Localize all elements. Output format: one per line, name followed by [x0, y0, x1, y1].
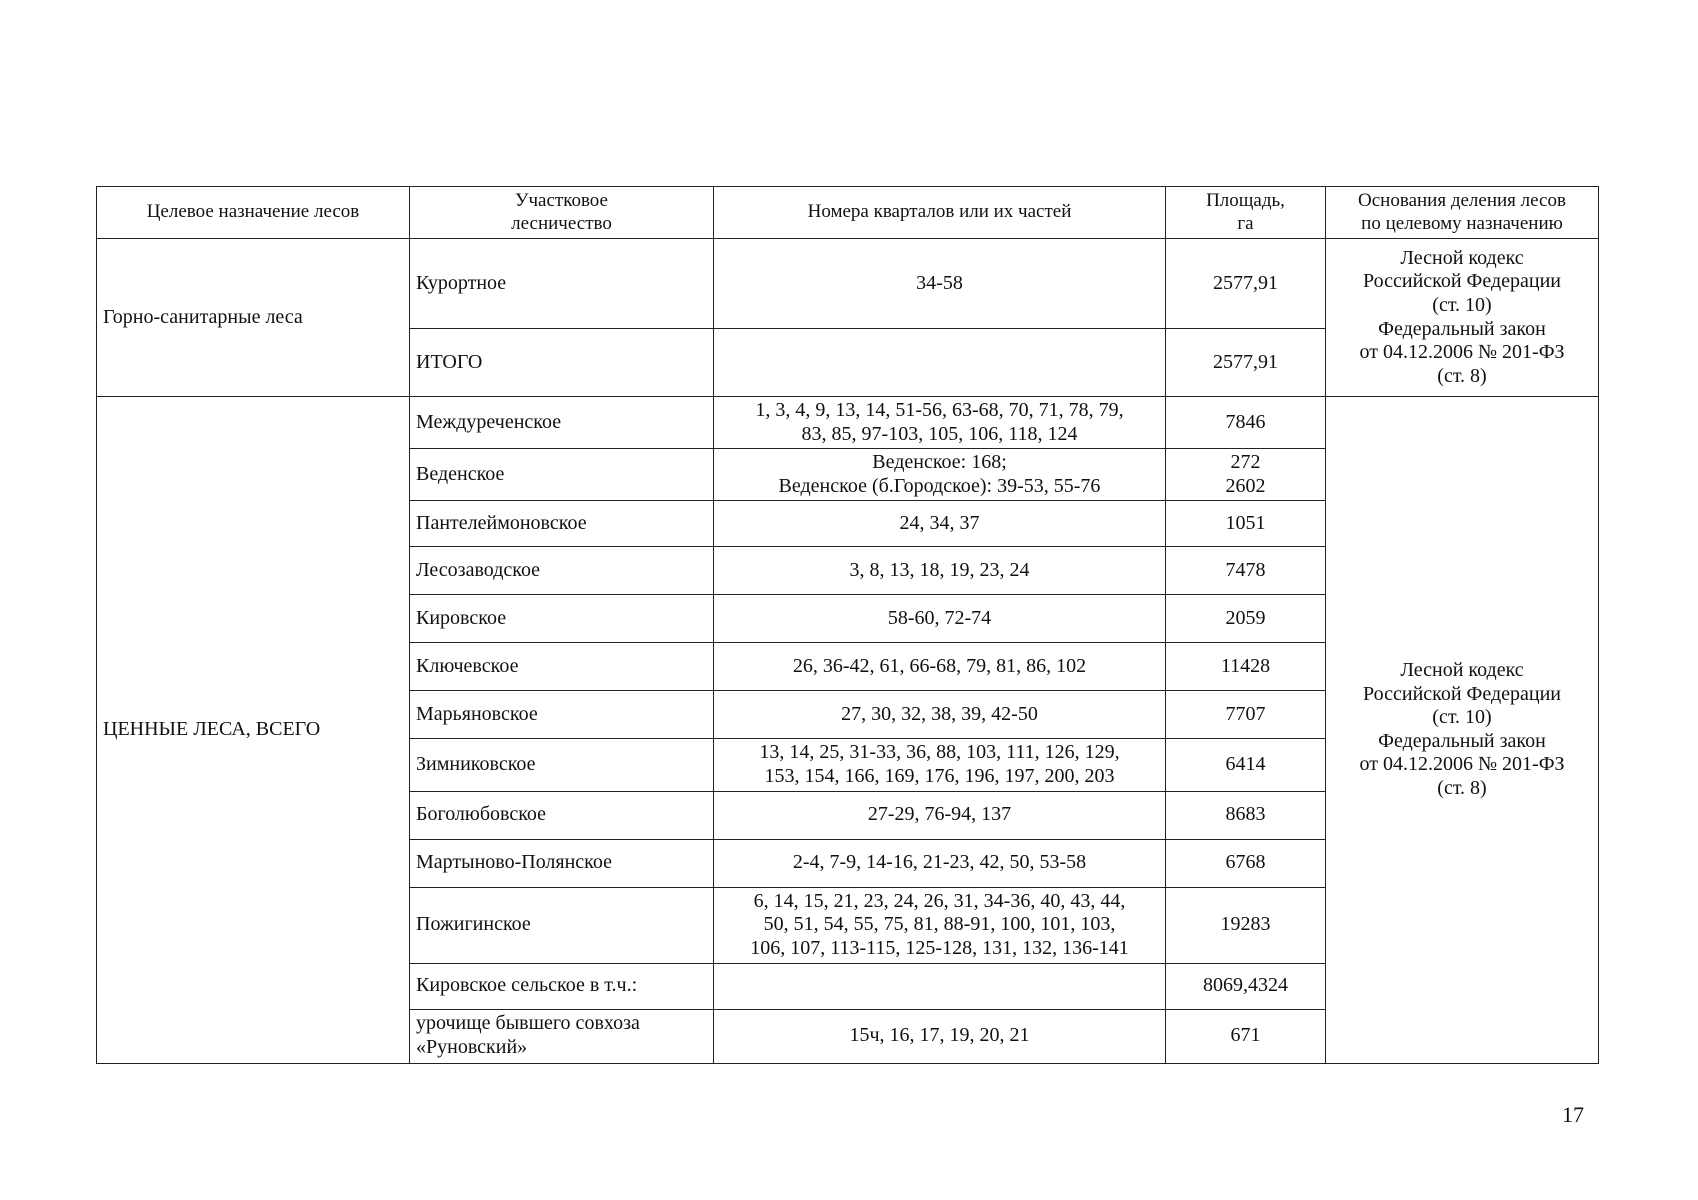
area-line: 6414 [1225, 753, 1266, 776]
header-forestry-line: лесничество [511, 212, 612, 234]
quarters-cell [714, 595, 1166, 643]
quarters-line: 13, 14, 25, 31-33, 36, 88, 103, 111, 126, 129, [759, 741, 1120, 764]
area-cell [1166, 547, 1326, 595]
quarters-cell [714, 887, 1166, 963]
quarters-cell [714, 501, 1166, 547]
purpose-cell: ЦЕННЫЕ ЛЕСА, ВСЕГО [97, 397, 410, 1064]
forestry-cell: Боголюбовское [410, 791, 714, 839]
quarters-cell [714, 691, 1166, 739]
area-line: 11428 [1220, 655, 1271, 678]
basis-line: (ст. 10) [1432, 293, 1492, 316]
area-line: 7846 [1225, 410, 1266, 433]
basis-cell [1326, 239, 1599, 397]
area-line: 272 [1230, 451, 1261, 474]
basis-line: Российской Федерации [1362, 270, 1562, 293]
quarters-cell [714, 397, 1166, 449]
quarters-line: 27, 30, 32, 38, 39, 42-50 [841, 703, 1038, 726]
quarters-line: 3, 8, 13, 18, 19, 23, 24 [849, 559, 1030, 582]
quarters-cell [714, 547, 1166, 595]
forestry-cell: Пожигинское [410, 887, 714, 963]
forestry-cell: Зимниковское [410, 739, 714, 791]
quarters-line: 1, 3, 4, 9, 13, 14, 51-56, 63-68, 70, 71, 78, 79, [755, 399, 1124, 421]
header-basis-line: Основания деления лесов [1358, 190, 1566, 212]
quarters-cell [714, 839, 1166, 887]
basis-line: Российской Федерации [1362, 682, 1562, 705]
area-cell [1166, 397, 1326, 449]
forestry-cell: Пантелеймоновское [410, 501, 714, 547]
quarters-line: 27-29, 76-94, 137 [867, 803, 1012, 826]
area-line: 8683 [1225, 803, 1266, 826]
basis-line: Федеральный закон [1378, 317, 1546, 340]
area-cell [1166, 1009, 1326, 1063]
area-cell [1166, 791, 1326, 839]
area-line: 2602 [1225, 474, 1266, 497]
header-area-line: га [1237, 212, 1254, 234]
basis-line: Лесной кодекс [1400, 659, 1524, 681]
forestry-cell: Лесозаводское [410, 547, 714, 595]
quarters-cell: 34-58 [714, 239, 1166, 329]
quarters-line: 26, 36-42, 61, 66-68, 79, 81, 86, 102 [792, 655, 1087, 678]
quarters-line: 83, 85, 97-103, 105, 106, 118, 124 [801, 422, 1078, 445]
quarters-line: Веденское: 168; [872, 451, 1007, 474]
forestry-cell: Ключевское [410, 643, 714, 691]
forestry-cell: Кировское сельское в т.ч.: [410, 963, 714, 1009]
area-cell [1166, 739, 1326, 791]
quarters-line: 106, 107, 113-115, 125-128, 131, 132, 136-141 [750, 936, 1129, 959]
header-forestry-line: Участковое [515, 190, 608, 212]
area-cell [1166, 887, 1326, 963]
header-quarters: Номера кварталов или их частей [714, 187, 1166, 239]
forestry-cell: Веденское [410, 449, 714, 501]
header-forestry [410, 187, 714, 239]
quarters-cell [714, 963, 1166, 1009]
basis-line: (ст. 8) [1437, 776, 1487, 799]
area-cell [1166, 449, 1326, 501]
area-line: 8069,4324 [1203, 974, 1288, 997]
table-body [97, 239, 1599, 1064]
quarters-cell [714, 643, 1166, 691]
basis-line: от 04.12.2006 № 201-ФЗ [1359, 753, 1565, 776]
header-basis-line: по целевому назначению [1361, 212, 1563, 234]
forestry-cell: Марьяновское [410, 691, 714, 739]
quarters-line: 58-60, 72-74 [887, 607, 992, 630]
forestry-cell: Курортное [410, 239, 714, 329]
quarters-cell [714, 329, 1166, 397]
area-line: 19283 [1220, 913, 1271, 936]
forestry-cell: урочище бывшего совхоза «Руновский» [410, 1009, 714, 1063]
area-line: 1051 [1225, 512, 1266, 535]
forestry-cell: Кировское [410, 595, 714, 643]
basis-line: Лесной кодекс [1400, 246, 1524, 269]
area-line: 671 [1230, 1024, 1261, 1047]
area-cell: 2577,91 [1166, 329, 1326, 397]
basis-line: от 04.12.2006 № 201-ФЗ [1359, 341, 1565, 364]
area-cell [1166, 839, 1326, 887]
quarters-cell [714, 739, 1166, 791]
basis-cell [1326, 397, 1599, 1064]
header-area [1166, 187, 1326, 239]
table-row [97, 397, 1599, 449]
purpose-cell: Горно-санитарные леса [97, 239, 410, 397]
header-basis [1326, 187, 1599, 239]
area-cell: 2577,91 [1166, 239, 1326, 329]
header-area-line: Площадь, [1206, 190, 1285, 212]
area-cell [1166, 595, 1326, 643]
table-row [97, 239, 1599, 329]
quarters-cell [714, 449, 1166, 501]
quarters-cell [714, 791, 1166, 839]
quarters-line: Веденское (б.Городское): 39-53, 55-76 [778, 474, 1101, 497]
area-cell [1166, 501, 1326, 547]
forest-purpose-table [96, 186, 1599, 1064]
basis-line: (ст. 8) [1437, 364, 1487, 387]
header-purpose: Целевое назначение лесов [97, 187, 410, 239]
forestry-cell: Мартыново-Полянское [410, 839, 714, 887]
area-cell [1166, 691, 1326, 739]
quarters-line: 50, 51, 54, 55, 75, 81, 88-91, 100, 101, 103, [763, 913, 1116, 936]
basis-line: Федеральный закон [1378, 729, 1546, 752]
area-cell [1166, 963, 1326, 1009]
quarters-line: 2-4, 7-9, 14-16, 21-23, 42, 50, 53-58 [792, 851, 1087, 874]
forestry-cell: ИТОГО [410, 329, 714, 397]
area-line: 2059 [1225, 607, 1266, 630]
forestry-cell: Междуреченское [410, 397, 714, 449]
quarters-line: 24, 34, 37 [899, 512, 980, 535]
page-number: 17 [1562, 1102, 1584, 1127]
quarters-line: 153, 154, 166, 169, 176, 196, 197, 200, 203 [764, 764, 1115, 787]
area-line: 7478 [1225, 559, 1266, 582]
header-row [97, 187, 1599, 239]
quarters-line: 6, 14, 15, 21, 23, 24, 26, 31, 34-36, 40, 43, 44, [753, 889, 1126, 912]
quarters-line: 15ч, 16, 17, 19, 20, 21 [849, 1024, 1030, 1047]
area-line: 7707 [1225, 703, 1266, 726]
area-cell [1166, 643, 1326, 691]
basis-line: (ст. 10) [1432, 706, 1492, 729]
quarters-cell [714, 1009, 1166, 1063]
area-line: 6768 [1225, 851, 1266, 874]
